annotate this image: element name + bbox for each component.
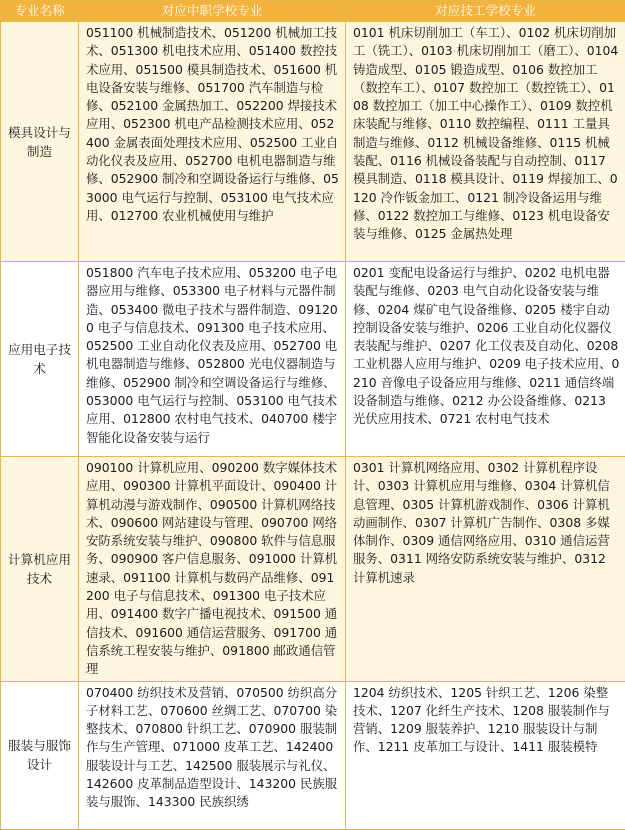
technical-majors-cell: 0201 变配电设备运行与维护、0202 电机电器装配与维修、0203 电气自动化设备安装与维修、0204 煤矿电气设备维修、0205 楼宇自动控制设备安装与维护、0206 工业自动化仪器仪表装配与维护、0207 化工仪表及自动化、0208 工业机器人应用与维护、0209 电子技术应用、0210 音像电子设备应用与维修、0211 通信终端设备制造与维修、0212 办公设备维修、0213 光伏应用技术、0721 农村电气技术	[346, 262, 625, 457]
technical-majors-cell: 0101 机床切削加工（车工）、0102 机床切削加工（铣工）、0103 机床切削加工（磨工）、0104 铸造成型、0105 锻造成型、0106 数控加工（数控车工）、0107 数控加工（数控铣工）、0108 数控加工（加工中心操作工）、0109 数控机床装配与维修、0110 数控编程、0111 工量具制造与维修、0112 机械设备维修、0115 机械装配、0116 机械设备装配与自动控制、0117 模具制造、0118 模具设计、0119 焊接加工、0120 冷作钣金加工、0121 制冷设备运用与维修、0122 数控加工与维修、0123 机电设备安装与维修、0125 金属热处理	[346, 22, 625, 262]
table-row	[1, 681, 625, 829]
header-vocational-majors: 对应中职学校专业	[79, 1, 346, 22]
major-name-cell: 模具设计与制造	[1, 22, 79, 262]
major-name-cell: 计算机应用技术	[1, 457, 79, 682]
vocational-majors-cell: 090100 计算机应用、090200 数字媒体技术应用、090300 计算机平面设计、090400 计算机动漫与游戏制作、090500 计算机网络技术、090600 网站建设与管理、090700 网络安防系统安装与维护、090800 软件与信息服务、090900 客户信息服务、091000 计算机速录、091100 计算机与数码产品维修、091200 电子与信息技术、091300 电子技术应用、091400 数字广播电视技术、091500 通信技术、091600 通信运营服务、091700 通信系统工程安装与维护、091800 邮政通信管理	[79, 457, 346, 682]
technical-majors-cell: 0301 计算机网络应用、0302 计算机程序设计、0303 计算机应用与维修、0304 计算机信息管理、0305 计算机游戏制作、0306 计算机动画制作、0307 计算机广告制作、0308 多媒体制作、0309 通信网络应用、0310 通信运营服务、0311 网络安防系统安装与维护、0312 计算机速录	[346, 457, 625, 682]
table-row	[1, 457, 625, 682]
table-header-row	[1, 1, 625, 22]
technical-majors-cell: 1204 纺织技术、1205 针织工艺、1206 染整技术、1207 化纤生产技术、1208 服装制作与营销、1209 服装养护、1210 服装设计与制作、1211 皮革加工与设计、1411 服装模特	[346, 681, 625, 829]
major-name-cell: 应用电子技术	[1, 262, 79, 457]
table-row	[1, 262, 625, 457]
vocational-majors-cell: 051800 汽车电子技术应用、053200 电子电器应用与维修、053300 电子材料与元器件制造、053400 微电子技术与器件制造、091200 电子与信息技术、091300 电子技术应用、052500 工业自动化仪表及应用、052700 电机电器制造与维修、052800 光电仪器制造与维修、052900 制冷和空调设备运行与维修、053000 电气运行与控制、053100 电气技术应用、012800 农村电气技术、040700 楼宇智能化设备安装与运行	[79, 262, 346, 457]
major-name-cell: 服装与服饰设计	[1, 681, 79, 829]
table-row	[1, 22, 625, 262]
vocational-majors-cell: 051100 机械制造技术、051200 机械加工技术、051300 机电技术应用、051400 数控技术应用、051500 模具制造技术、051600 机电设备安装与维修、051700 汽车制造与检修、052100 金属热加工、052200 焊接技术应用、052300 机电产品检测技术应用、052400 金属表面处理技术应用、052500 工业自动化仪表及应用、052700 电机电器制造与维修、052900 制冷和空调设备运行与维修、053000 电气运行与控制、053100 电气技术应用、012700 农业机械使用与维护	[79, 22, 346, 262]
header-major-name: 专业名称	[1, 1, 79, 22]
header-technical-majors: 对应技工学校专业	[346, 1, 625, 22]
vocational-majors-cell: 070400 纺织技术及营销、070500 纺织高分子材料工艺、070600 丝绸工艺、070700 染整技术、070800 针织工艺、070900 服装制作与生产管理、071000 皮革工艺、142400 服装设计与工艺、142500 服装展示与礼仪、142600 皮革制品造型设计、143200 民族服装与服饰、143300 民族织绣	[79, 681, 346, 829]
